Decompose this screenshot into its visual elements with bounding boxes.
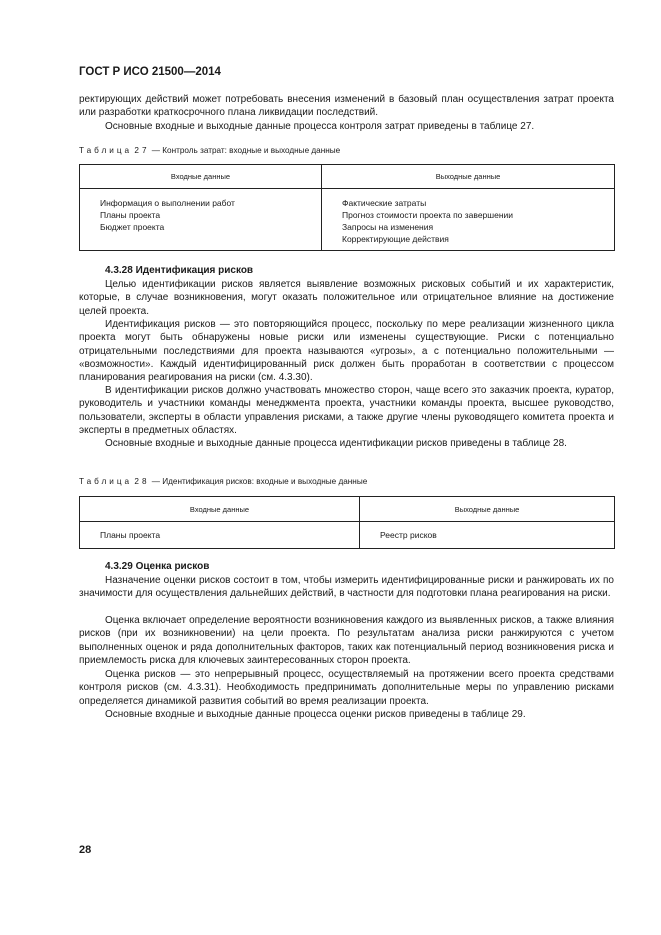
table-27-output-item: Запросы на изменения xyxy=(342,222,434,232)
section-4-3-28-heading: 4.3.28 Идентификация рисков xyxy=(105,265,254,276)
table-28-caption-text: — Идентификация рисков: входные и выходные данные xyxy=(151,477,368,486)
table-27-header-outputs: Выходные данные xyxy=(322,165,615,189)
table-28-caption-word: Таблица xyxy=(79,477,133,486)
table-27-inputs-cell xyxy=(80,189,322,251)
table-27-input-item: Планы проекта xyxy=(100,210,161,220)
section-4-3-29-heading: 4.3.29 Оценка рисков xyxy=(105,561,210,572)
section-4-3-28-paragraph-2: Идентификация рисков — это повторяющийся процесс, поскольку по мере реализации жизненного цикла проекта могут быть обнаружены новые риски или изменены существующие. Риски с потенциально отрицательными последствиями для проекта называются «угрозы», а с потенциально положительными — «возможности». Каждый идентифицированный риск должен быть проработан в соответствии с процессом планирования реагирования на риски (см. 4.3.30). xyxy=(79,319,614,384)
intro-paragraph-1: ректирующих действий может потребовать внесения изменений в базовый план осуществления затрат проекта или разработки краткосрочного плана ликвидации последствий. xyxy=(79,94,614,119)
table-27-input-item: Бюджет проекта xyxy=(100,222,165,232)
table-27-outputs-cell xyxy=(322,189,615,251)
table-27-caption-number: 27 xyxy=(134,146,150,155)
table-27-input-item: Информация о выполнении работ xyxy=(100,198,235,208)
table-28-inputs-cell xyxy=(80,522,360,549)
section-4-3-29-paragraph-1: Назначение оценки рисков состоит в том, чтобы измерить идентифицированные риски и ранжировать их по значимости для осуществления дальнейших действий, в частности для подготовки плана реагирования на риски. xyxy=(79,575,614,600)
table-27-header-inputs: Входные данные xyxy=(80,165,322,189)
table-28 xyxy=(79,496,615,549)
table-28-outputs-cell xyxy=(360,522,615,549)
table-27-output-item: Прогноз стоимости проекта по завершении xyxy=(342,210,514,220)
intro-paragraph-2: Основные входные и выходные данные процесса контроля затрат приведены в таблице 27. xyxy=(105,121,535,132)
table-27-caption-word: Таблица xyxy=(79,146,133,155)
table-27-caption-text: — Контроль затрат: входные и выходные данные xyxy=(151,146,341,155)
table-28-caption xyxy=(79,477,367,486)
document-header: ГОСТ Р ИСО 21500—2014 xyxy=(79,66,221,78)
table-28-header-outputs: Выходные данные xyxy=(360,497,615,522)
section-4-3-28-paragraph-3: В идентификации рисков должно участвовать множество сторон, чаще всего это заказчик проекта, куратор, руководитель и участники команды менеджмента проекта, участники команды проекта, высшее руководство, пользователи, эксперты в области управления рисками, а также другие члены руководящего комитета проекта и эксперты в предметных областях. xyxy=(79,385,614,436)
section-4-3-28-paragraph-4: Основные входные и выходные данные процесса идентификации рисков приведены в таблице 28. xyxy=(105,438,567,449)
page-number: 28 xyxy=(79,844,92,856)
section-4-3-29-paragraph-2: Оценка включает определение вероятности возникновения каждого из выявленных рисков, а также влияния рисков (при их возникновении) на цели проекта. По результатам анализа риски ранжируются с учетом выполненных оценок и ряда дополнительных факторов, таких как потенциальный период возникновения риска и приемлемость риска для ключевых заинтересованных сторон проекта. xyxy=(79,615,614,666)
table-28-input-item: Планы проекта xyxy=(100,530,161,540)
table-28-caption-number: 28 xyxy=(134,477,150,486)
section-4-3-29-paragraph-3: Оценка рисков — это непрерывный процесс, осуществляемый на протяжении всего проекта средствами контроля рисков (см. 4.3.31). Необходимость предпринимать дополнительные меры по управлению рисками определяется динамикой развития событий во время реализации проекта. xyxy=(79,669,614,707)
table-28-output-item: Реестр рисков xyxy=(380,530,437,540)
table-27-caption xyxy=(79,146,340,155)
table-27-output-item: Фактические затраты xyxy=(342,198,427,208)
section-4-3-28-paragraph-1: Целью идентификации рисков является выявление возможных рисковых событий и их характеристик, которые, в случае возникновения, могут оказать положительное или отрицательное влияние на достижение целей проекта. xyxy=(79,279,614,317)
table-28-header-inputs: Входные данные xyxy=(80,497,360,522)
section-4-3-29-paragraph-4: Основные входные и выходные данные процесса оценки рисков приведены в таблице 29. xyxy=(105,709,526,720)
table-27 xyxy=(79,164,615,251)
table-27-output-item: Корректирующие действия xyxy=(342,234,449,244)
